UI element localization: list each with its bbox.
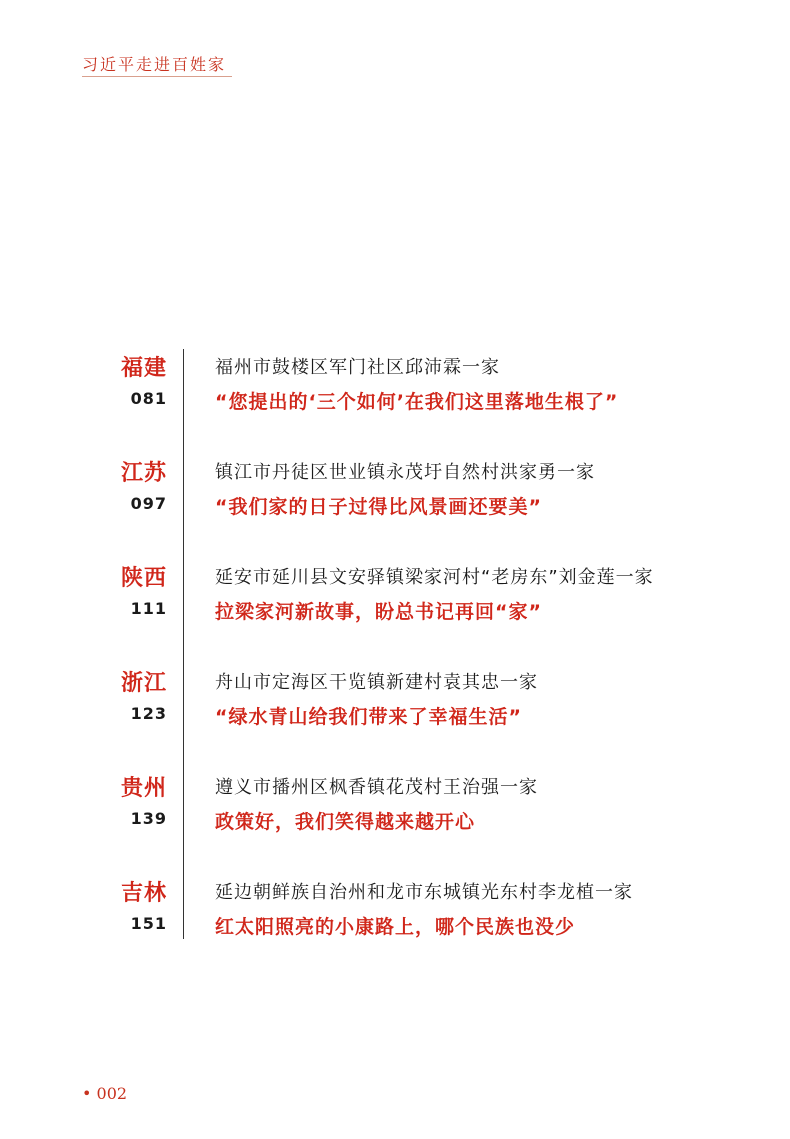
- running-head-rule: [82, 76, 232, 77]
- toc-entry[interactable]: [0, 767, 790, 872]
- entry-page-number: 097: [130, 494, 167, 513]
- entry-province: 江苏: [120, 461, 167, 486]
- entry-province: 陕西: [120, 566, 167, 591]
- entry-family: 延边朝鲜族自治州和龙市东城镇光东村李龙植一家: [215, 882, 633, 903]
- entry-family: 遵义市播州区枫香镇花茂村王治强一家: [215, 777, 538, 798]
- toc-entry[interactable]: [0, 452, 790, 557]
- entry-quote: 拉梁家河新故事，盼总书记再回“家”: [215, 601, 542, 623]
- entry-page-number: 139: [130, 809, 167, 828]
- toc-entry[interactable]: [0, 872, 790, 977]
- entry-family: 福州市鼓楼区军门社区邱沛霖一家: [215, 357, 500, 378]
- entry-page-number: 111: [130, 599, 167, 618]
- entry-quote: “您提出的‘三个如何’在我们这里落地生根了”: [215, 391, 619, 413]
- running-head: 习近平走进百姓家: [82, 55, 227, 74]
- entry-quote: “绿水青山给我们带来了幸福生活”: [215, 706, 522, 728]
- entry-family: 舟山市定海区干览镇新建村袁其忠一家: [215, 672, 538, 693]
- entry-family: 延安市延川县文安驿镇梁家河村“老房东”刘金莲一家: [215, 567, 654, 588]
- entry-page-number: 081: [130, 389, 167, 408]
- entry-province: 福建: [120, 356, 167, 381]
- entry-province: 浙江: [120, 671, 167, 696]
- entry-quote: 红太阳照亮的小康路上，哪个民族也没少: [215, 916, 576, 938]
- entry-quote: “我们家的日子过得比风景画还要美”: [215, 496, 542, 518]
- page-folio: • 002: [82, 1084, 128, 1103]
- entry-quote: 政策好，我们笑得越来越开心: [215, 811, 476, 833]
- toc-entry[interactable]: [0, 347, 790, 452]
- entry-page-number: 123: [130, 704, 167, 723]
- entry-province: 吉林: [120, 881, 167, 906]
- entry-page-number: 151: [130, 914, 167, 933]
- toc-entry[interactable]: [0, 662, 790, 767]
- table-of-contents: [0, 347, 790, 977]
- entry-province: 贵州: [120, 776, 167, 801]
- entry-family: 镇江市丹徒区世业镇永茂圩自然村洪家勇一家: [215, 462, 595, 483]
- toc-entry[interactable]: [0, 557, 790, 662]
